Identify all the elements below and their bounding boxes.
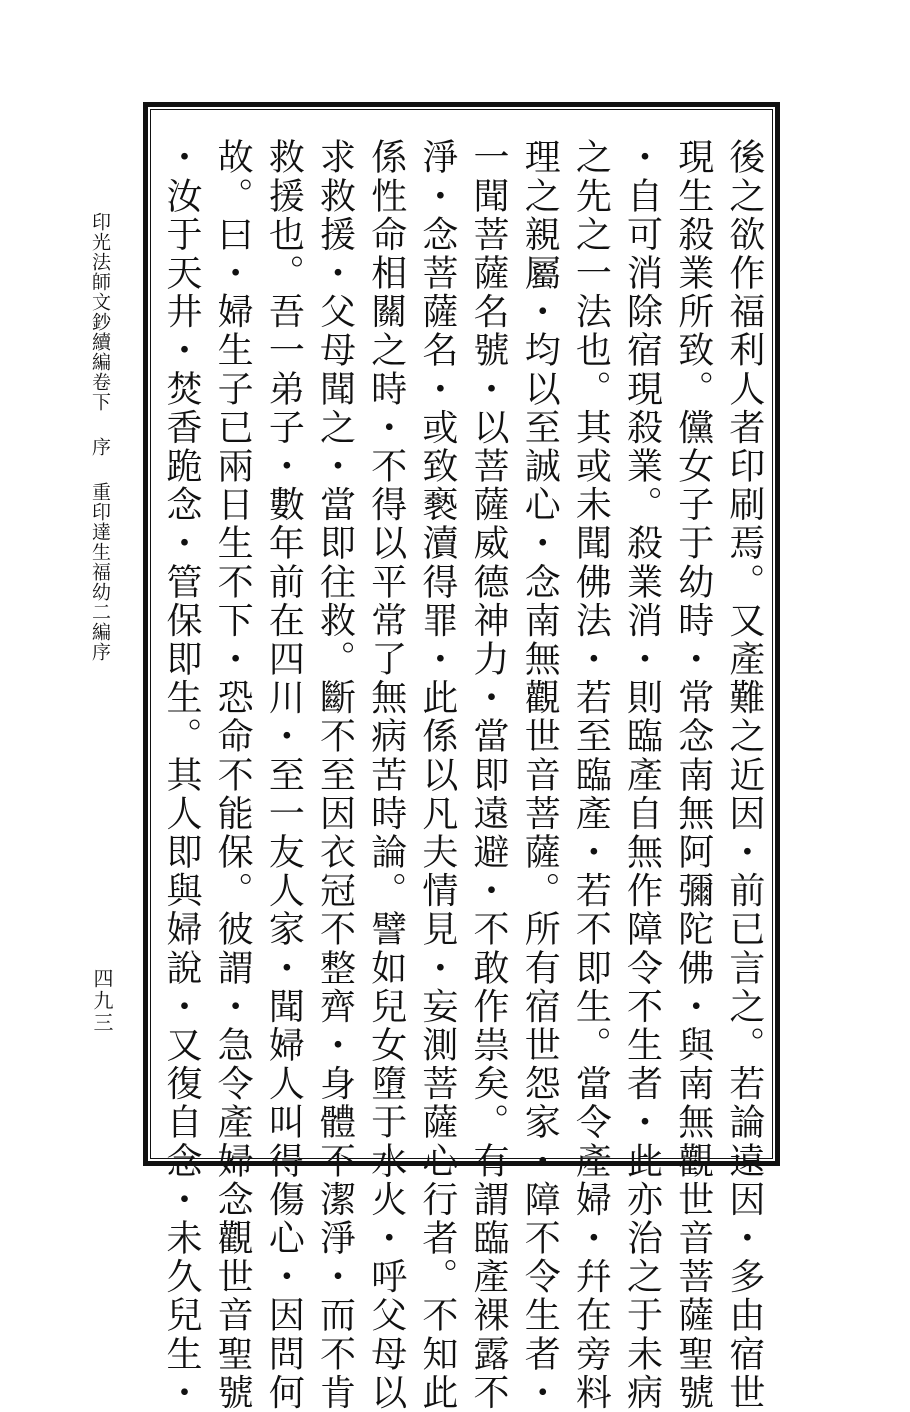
text-column: 係性命相關之時・不得以平常了無病苦時論。譬如兒女墮于水火・呼父母以 xyxy=(365,138,407,1412)
text-column: 一聞菩薩名號・以菩薩威德神力・當即遠避・不敢作祟矣。有謂臨產裸露不 xyxy=(468,138,510,1412)
text-column: 理之親屬・均以至誠心・念南無觀世音菩薩。所有宿世怨家・障不令生者・ xyxy=(519,138,561,1412)
text-column: 救援也。吾一弟子・數年前在四川・至一友人家・聞婦人叫得傷心・因問何 xyxy=(263,138,305,1412)
article-title: 重印達生福幼二編序 xyxy=(89,482,111,663)
text-column: 現生殺業所致。儻女子于幼時・常念南無阿彌陀佛・與南無觀世音菩薩聖號 xyxy=(672,138,714,1412)
text-column: ・自可消除宿現殺業。殺業消・則臨產自無作障令不生者・此亦治之于未病 xyxy=(621,138,663,1412)
text-column: 故。曰・婦生子已兩日生不下・恐命不能保。彼謂・急令產婦念觀世音聖號 xyxy=(212,138,254,1412)
section-label: 序 xyxy=(89,437,111,458)
text-column: ・汝于天井・焚香跪念・管保即生。其人即與婦說・又復自念・未久兒生・ xyxy=(161,138,202,1412)
page-number: 四九三 xyxy=(90,968,114,1034)
text-column: 之先之一法也。其或未聞佛法・若至臨產・若不即生。當令產婦・幷在旁料 xyxy=(570,138,612,1412)
text-column: 後之欲作福利人者印刷焉。又產難之近因・前已言之。若論遠因・多由宿世 xyxy=(723,138,765,1412)
text-column: 求救援・父母聞之・當即往救。斷不至因衣冠不整齊・身體不潔淨・而不肯 xyxy=(314,138,356,1412)
book-title: 印光法師文鈔續編卷下 xyxy=(89,212,111,412)
running-header xyxy=(90,212,109,680)
text-body xyxy=(155,138,770,1412)
text-column: 淨・念菩薩名・或致褻瀆得罪・此係以凡夫情見・妄測菩薩心行者。不知此 xyxy=(416,138,458,1412)
